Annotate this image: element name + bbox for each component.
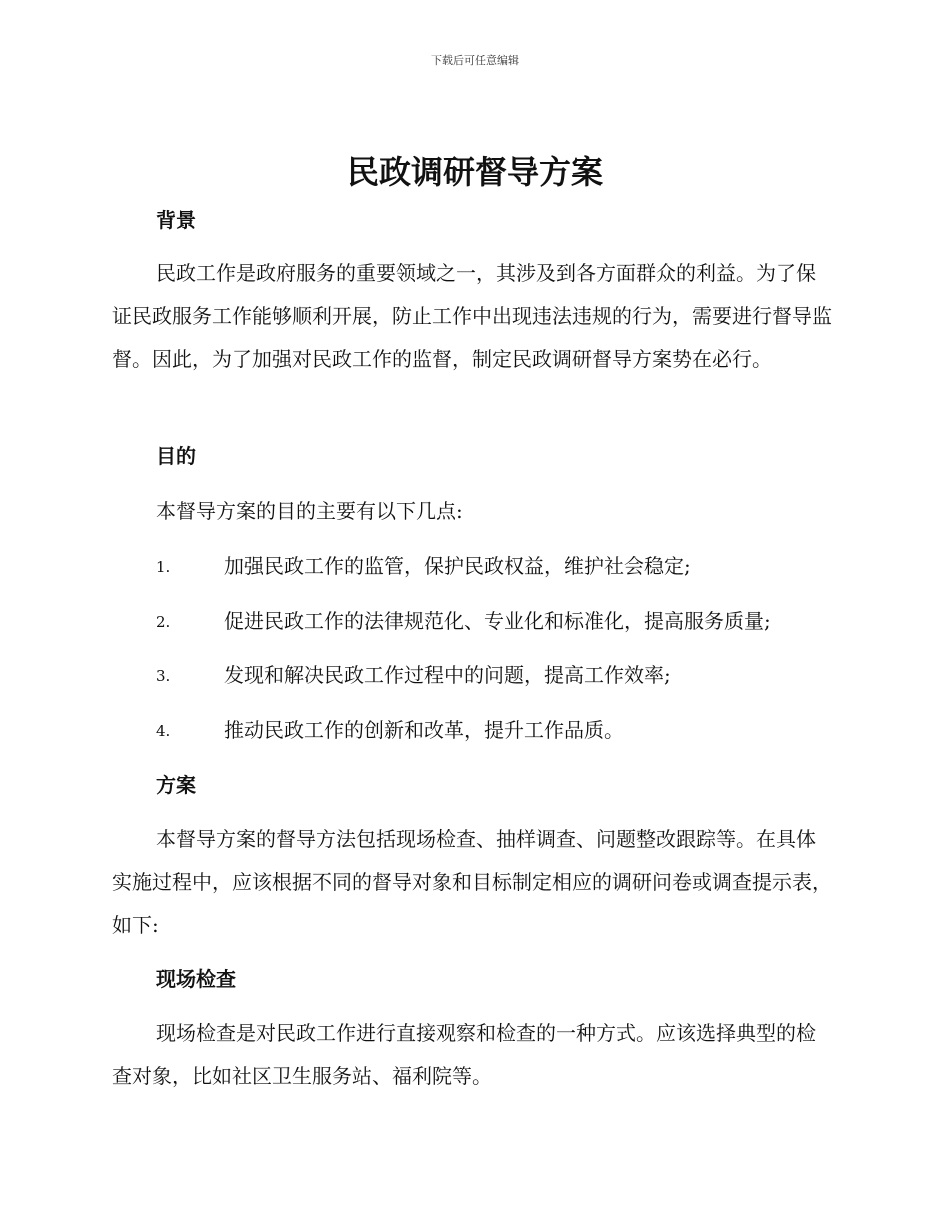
plan-paragraph: 本督导方案的督导方法包括现场检查、抽样调查、问题整改跟踪等。在具体实施过程中，应该根据不同的督导对象和目标制定相应的调研问卷或调查提示表， 如下: [112,827,832,937]
background-paragraph: 民政工作是政府服务的重要领域之一，其涉及到各方面群众的利益。为了保证民政服务工作能够顺利开展，防止工作中出现违法违规的行为，需要进行督导监督。因此，为了加强对民政工作的监督，制定民政调研督导方案势在必行。 [112,261,832,371]
document-title: 民政调研督导方案 [346,153,603,191]
section-heading-background: 背景 [156,208,196,232]
section-heading-plan: 方案 [156,773,196,797]
list-item [156,606,846,636]
list-item-number: 1. [156,558,171,576]
list-item [156,551,846,581]
inspection-paragraph: 现场检查是对民政工作进行直接观察和检查的一种方式。应该选择典型的检查对象，比如社区卫生服务站、福利院等。 [112,1021,816,1088]
section-heading-inspection: 现场检查 [156,967,236,991]
list-item-text: 发现和解决民政工作过程中的问题，提高工作效率; [224,663,671,687]
list-item [156,660,846,690]
header-note: 下载后可任意编辑 [431,54,519,67]
list-item-number: 4. [156,722,171,740]
list-item-text: 促进民政工作的法律规范化、专业化和标准化，提高服务质量; [224,609,771,633]
list-item-number: 2. [156,613,171,631]
section-heading-purpose: 目的 [156,444,196,468]
list-item-number: 3. [156,667,171,685]
list-item [156,715,846,745]
purpose-intro: 本督导方案的目的主要有以下几点: [156,499,463,523]
list-item-text: 推动民政工作的创新和改革，提升工作品质。 [224,718,624,742]
list-item-text: 加强民政工作的监管，保护民政权益，维护社会稳定; [224,554,691,578]
